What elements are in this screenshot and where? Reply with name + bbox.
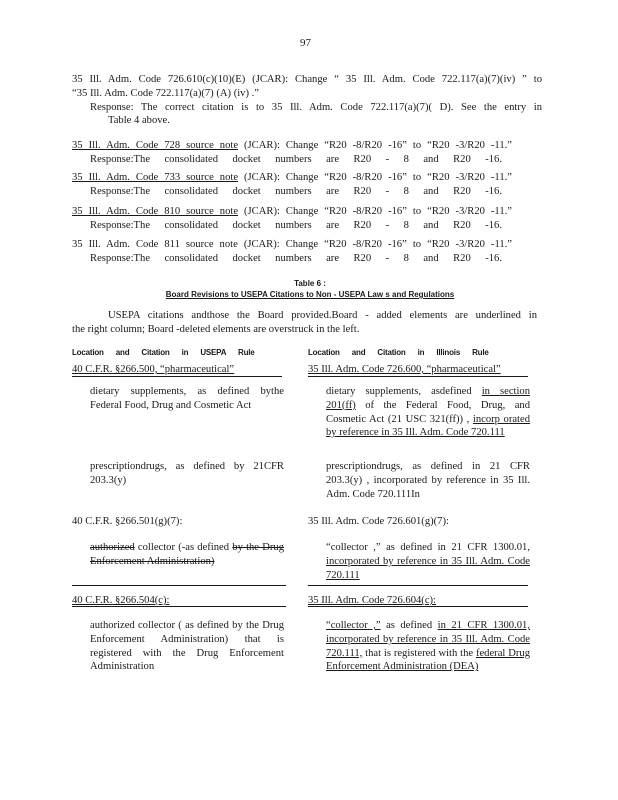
cell-left-text: dietary supplements, as defined bythe Federal Food, Drug and Cosmetic Act [90,386,284,411]
divider [72,376,282,377]
jcar-item [72,205,512,233]
cell-right-text: “collector ,” as defined in 21 CFR 1300.01, incorporated by reference in 35 Ill. Adm. Code 720.111 [326,542,530,581]
response-text: Response:The consolidated docket numbers are R20 - 8 and R20 -16. [90,153,502,165]
cell-right-text: prescriptiondrugs, as defined in 21 CFR 203.3(y) , incorporated by reference in 35 Ill. Adm. Code 720.111In [326,461,530,500]
divider [72,606,286,607]
jcar-item [72,171,512,199]
table-number: Table 6 : [294,279,326,288]
page-number: 97 [300,37,311,49]
cell-right-text: dietary supplements, asdefined in section 201(ff) of the Federal Food, Drug, and Cosmetic Act (21 USC 321(ff)) , incorp orated by reference in 35 Ill. Adm. Code 720.111 [326,386,530,439]
response-text: Response:The consolidated docket numbers are R20 - 8 and R20 -16. [90,185,502,197]
item-text: 35 Ill. Adm. Code 726.610(c)(10)(E) (JCAR): Change “ 35 Ill. Adm. Code 722.117(a)(7)(iv) ” to [72,74,542,85]
jcar-item [72,73,542,128]
item-text: 35 Ill. Adm. Code 811 source note (JCAR): Change “R20 -8/R20 -16” to “R20 -3/R20 -11.” [72,239,512,250]
table-intro [72,309,537,337]
cell-left-text: authorized collector (-as defined by the Drug Enforcement Administration) [90,542,284,567]
cell-right-text: “collector ,” as defined in 21 CFR 1300.01, incorporated by reference in 35 Ill. Adm. Code 720.111, that is registered with the federal Drug Enforcement Administration (DEA) [326,620,530,673]
cell-left-text: authorized collector ( as defined by the Drug Enforcement Administration) that is registered with the Drug Enforcement Administration [90,620,284,673]
divider [72,585,286,586]
response-text: Response:The consolidated docket numbers are R20 - 8 and R20 -16. [90,252,502,264]
response-text: Response:The consolidated docket numbers are R20 - 8 and R20 -16. [90,219,502,231]
item-citation: 35 Ill. Adm. Code 728 source note [72,140,239,151]
divider [308,376,528,377]
cell-left-text: prescriptiondrugs, as defined by 21CFR 203.3(y) [90,461,284,486]
divider [308,606,528,607]
table-intro-line: the right column; Board -deleted elements are overstruck in the left. [72,323,360,335]
column-header-left: Location and Citation in USEPA Rule [72,348,255,357]
row-location-right: 35 Ill. Adm. Code 726.604(c): [308,595,436,606]
item-citation: 35 Ill. Adm. Code 733 source note [72,172,239,183]
column-header-right: Location and Citation in Illinois Rule [308,348,489,357]
response-text-cont: Table 4 above. [108,115,170,127]
item-citation: 35 Ill. Adm. Code 810 source note [72,206,239,217]
row-location-left: 40 C.F.R. §266.500, “pharmaceutical” [72,364,235,375]
item-text-cont: “35 Ill. Adm. Code 722.117(a)(7) (A) (iv) .” [72,87,260,99]
divider [308,585,528,586]
jcar-item [72,238,512,266]
table-title: Board Revisions to USEPA Citations to Non - USEPA Law s and Regulations [165,290,455,299]
table-intro-line: USEPA citations andthose the Board provided.Board - added elements are underlined in [108,310,537,321]
item-text: (JCAR): Change “R20 -8/R20 -16” to “R20 -3/R20 -11.” [238,206,512,217]
row-location-left: 40 C.F.R. §266.504(c): [72,595,170,606]
row-location-right: 35 Ill. Adm. Code 726.600, “pharmaceutical” [308,364,501,375]
row-location-right: 35 Ill. Adm. Code 726.601(g)(7): [308,516,449,527]
response-text: Response: The correct citation is to 35 Ill. Adm. Code 722.117(a)(7)( D). See the entry in [90,101,542,113]
jcar-item [72,139,512,167]
item-text: (JCAR): Change “R20 -8/R20 -16” to “R20 -3/R20 -11.” [238,172,512,183]
item-text: (JCAR): Change “R20 -8/R20 -16” to “R20 -3/R20 -11.” [238,140,512,151]
table-caption [110,278,510,300]
row-location-left: 40 C.F.R. §266.501(g)(7): [72,516,183,527]
